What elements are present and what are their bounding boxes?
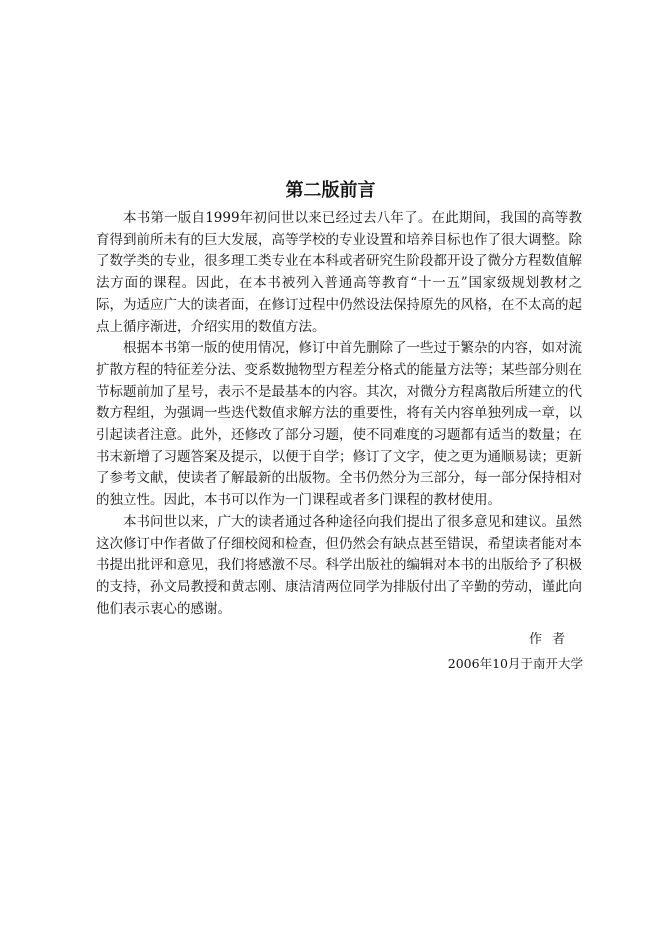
preface-body (96, 208, 582, 620)
author-signature: 作者 (528, 632, 575, 647)
paragraph: 本书第一版自1999年初问世以来已经过去八年了。在此期间，我国的高等教育得到前所未有的巨大发展，高等学校的专业设置和培养目标也作了很大调整。除了数学类的专业，很多理工类专业在本科或者研究生阶段都开设了微分方程数值解法方面的课程。因此，在本书被列入普通高等教育“十一五”国家级规划教材之际，为适应广大的读者面，在修订过程中仍然设法保持原先的风格，在不太高的起点上循序渐进，介绍实用的数值方法。 (96, 210, 582, 335)
paragraph: 根据本书第一版的使用情况，修订中首先删除了一些过于繁杂的内容，如对流扩散方程的特征差分法、变系数抛物型方程差分格式的能量方法等；某些部分则在节标题前加了星号，表示不是最基本的内容。其次，对微分方程离散后所建立的代数方程组，为强调一些迭代数值求解方法的重要性，将有关内容单独列成一章，以引起读者注意。此外，还修改了部分习题，使不同难度的习题都有适当的数量；在书末新增了习题答案及提示，以便于自学；修订了文字，使之更为通顺易读；更新了参考文献，使读者了解最新的出版物。全书仍然分为三部分，每一部分保持相对的独立性。因此，本书可以作为一门课程或者多门课程的教材使用。 (96, 340, 582, 509)
date-place: 2006年10月于南开大学 (447, 656, 583, 671)
paragraph: 本书问世以来，广大的读者通过各种途径向我们提出了很多意见和建议。虽然这次修订中作者做了仔细校阅和检查，但仍然会有缺点甚至错误，希望读者能对本书提出批评和意见，我们将感激不尽。科学出版社的编辑对本书的出版给予了积极的支持，孙文局教授和黄志刚、康洁清两位同学为排版付出了辛勤的劳动，谨此向他们表示衷心的感谢。 (96, 513, 582, 617)
page-title: 第二版前言 (285, 180, 376, 201)
